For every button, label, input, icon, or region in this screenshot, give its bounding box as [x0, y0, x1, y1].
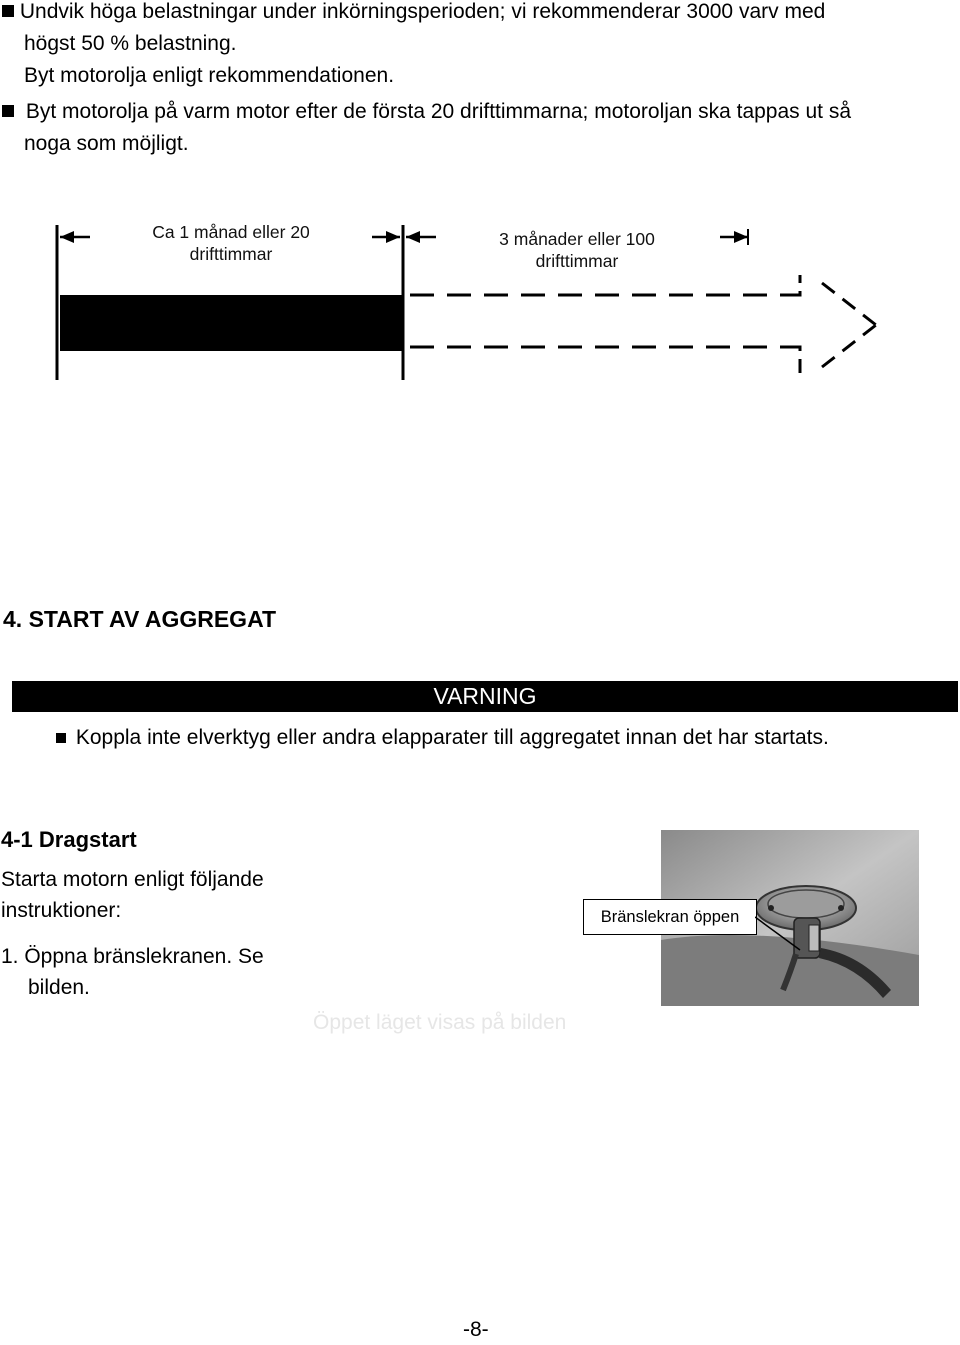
first-period-label-line2: drifttimmar	[189, 244, 273, 264]
warning-text-row	[56, 722, 829, 753]
run-in-period-bar	[60, 295, 403, 351]
second-period-label-line1: 3 månader eller 100	[499, 229, 655, 249]
warning-banner: VARNING	[12, 681, 958, 712]
first-period-label-line1: Ca 1 månad eller 20	[152, 222, 310, 242]
intro-line-3: Byt motorolja enligt rekommendationen.	[24, 64, 395, 87]
intro-line-4-text: Byt motorolja på varm motor efter de första 20 drifttimmarna; motoroljan ska tappas ut så	[25, 100, 852, 123]
intro-line-4	[2, 96, 851, 127]
subsection-title: 4-1 Dragstart	[1, 827, 137, 852]
callout-pointer-line	[755, 915, 805, 955]
section-title: 4. START AV AGGREGAT	[3, 606, 277, 632]
right-arrow-icon	[372, 231, 400, 243]
first-period-label	[120, 221, 342, 265]
page-number: -8-	[463, 1318, 489, 1341]
intro-line-5: noga som möjligt.	[24, 132, 189, 155]
step-1-line-2: bilden.	[28, 976, 90, 999]
second-period-label	[466, 228, 688, 272]
instruction-line-2: instruktioner:	[1, 899, 122, 922]
left-arrow-icon	[406, 231, 436, 243]
intro-line-1	[2, 0, 825, 27]
right-arrow-icon	[720, 229, 748, 245]
step-1-line-1: 1. Öppna bränslekranen. Se	[1, 945, 264, 968]
photo-caption: Öppet läget visas på bilden	[313, 1011, 567, 1034]
left-arrow-icon	[60, 231, 90, 243]
second-period-label-line2: drifttimmar	[535, 251, 619, 271]
fuel-valve-callout: Bränslekran öppen	[583, 899, 757, 935]
warning-text: Koppla inte elverktyg eller andra elapparater till aggregatet innan det har startats.	[75, 726, 829, 749]
bullet-icon	[2, 5, 14, 17]
bullet-icon	[2, 105, 14, 117]
intro-line-1-text: Undvik höga belastningar under inkörningsperioden; vi rekommenderar 3000 varv med	[19, 0, 826, 23]
bullet-icon	[56, 733, 66, 743]
instruction-line-1: Starta motorn enligt följande	[1, 868, 264, 891]
intro-line-2: högst 50 % belastning.	[24, 32, 237, 55]
continuation-dashed-arrow	[410, 275, 876, 377]
